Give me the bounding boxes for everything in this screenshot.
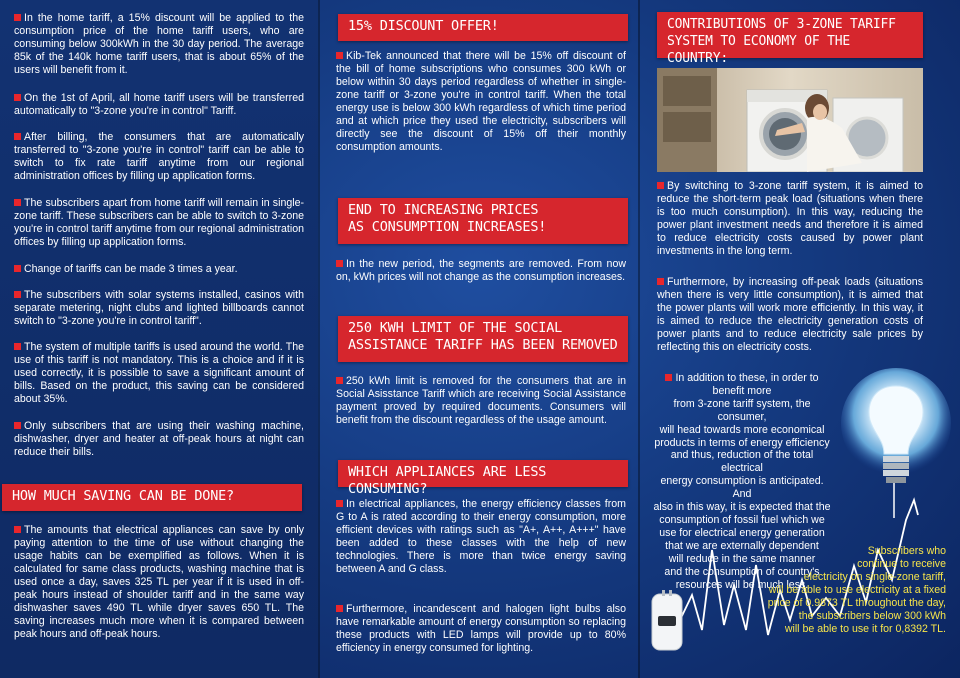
contributions-heading-line2: SYSTEM TO ECONOMY OF THE COUNTRY: xyxy=(667,34,851,66)
end-heading-line1: END TO INCREASING PRICES xyxy=(348,202,539,218)
appliances-heading: WHICH APPLIANCES ARE LESS CONSUMING? xyxy=(338,460,628,487)
bullet-icon xyxy=(336,500,343,507)
paragraph-off-peak: Furthermore, by increasing off-peak loads (situations when there is very little consumption), it is aimed that the power plants will work more efficiently. In this way, it is aimed to reduce the electricity generation costs of power plants and to reduce electricity sale prices by reflecting this on electricity costs. xyxy=(657,276,923,353)
bullet-icon xyxy=(14,94,21,101)
paragraph-switch-fixed: After billing, the consumers that are automatically transferred to "3-zone you're in control" tariff can be able to switch to fix rate tariff anytime from our regional administration offices by filling up application forms. xyxy=(14,131,304,182)
paragraph-social-limit: 250 kWh limit is removed for the consumers that are in Social Asisstance Tariff which are receiving Social Assistance payment proved by required documents. Consumers will benefit from the discount regardless of the usage amount. xyxy=(336,375,626,426)
discount-offer-heading: 15% DISCOUNT OFFER! xyxy=(338,14,628,41)
bullet-icon xyxy=(336,377,343,384)
paragraph-multiple-tariffs: The system of multiple tariffs is used around the world. The use of this tariff is not mandatory. This is a choice and if it is used correctly, it is possible to save a significant amount of bills. Based on the product, this saving can be considered about 35%. xyxy=(14,341,304,405)
end-increasing-heading xyxy=(338,198,628,244)
paragraph-single-zone: The subscribers apart from home tariff will remain in single-zone tariff. These subscribers can be able to switch to 3-zone you're in control tariff anytime from our regional administration offices by filling up application forms. xyxy=(14,197,304,248)
social-tariff-heading xyxy=(338,316,628,362)
bullet-icon xyxy=(657,182,664,189)
saving-heading: HOW MUCH SAVING CAN BE DONE? xyxy=(2,484,302,511)
laundry-photo xyxy=(657,68,923,172)
paragraph-exceptions: The subscribers with solar systems installed, casinos with separate metering, night clubs and lighted billboards cannot switch to "3-zone you're in control tariff". xyxy=(14,289,304,327)
bullet-icon xyxy=(14,422,21,429)
contributions-heading xyxy=(657,12,923,66)
paragraph-change-times: Change of tariffs can be made 3 times a year. xyxy=(14,263,304,276)
paragraph-led: Furthermore, incandescent and halogen light bulbs also have remarkable amount of energy consumption so replacing these products with LED lamps will provide up to 80% efficiency in energy consumed for lighting. xyxy=(336,603,626,654)
paragraph-saving: The amounts that electrical appliances can save by only paying attention to the time of use without changing the usage habits can be exemplified as follows. When it is calculated for same class products, washing machine that is used once a day, saves 325 TL per year if it is used in off-peak hours instead of shoulder tariff and in the same way dishwasher saves 490 TL while dryer saves 650 TL. The saving increases much more when it is compared between peak hours and off-peak hours. xyxy=(14,524,304,640)
paragraph-discount-intro: In the home tariff, a 15% discount will be applied to the consumption price of the home tariff users, who are consuming below 300kWh in the 30 day period. The average 85k of the 140k home tariff users, that is about 65% of the users will benefit from it. xyxy=(14,12,304,76)
bullet-icon xyxy=(14,14,21,21)
laundry-illustration xyxy=(657,68,923,172)
bullet-icon xyxy=(336,52,343,59)
paragraph-peak-load: By switching to 3-zone tariff system, it is aimed to reduce the short-term peak load (situations when there is too much consumption). In this way, reducing the power plant investment needs and therefore it is aimed to reduce electricity costs caused by power plant investments in the long term. xyxy=(657,180,923,257)
bullet-icon xyxy=(14,199,21,206)
contributions-heading-line1: CONTRIBUTIONS OF 3-ZONE TARIFF xyxy=(667,17,896,32)
fold-line-1 xyxy=(318,0,320,678)
paragraph-efficiency-classes: In electrical appliances, the energy efficiency classes from G to A is rated according to their energy consumption, more efficient devices with ratings such as "A+, A++, A+++" have been added to these classes with the help of new technologies. There is more than twice energy saving between A and G class. xyxy=(336,498,626,575)
limit-heading-line2: ASSISTANCE TARIFF HAS BEEN REMOVED xyxy=(348,337,618,353)
end-heading-line2: AS CONSUMPTION INCREASES! xyxy=(348,219,547,235)
paragraph-transfer: On the 1st of April, all home tariff users will be transferred automatically to "3-zone you're in control" Tariff. xyxy=(14,92,304,117)
plug-icon xyxy=(650,590,684,656)
paragraph-segments: In the new period, the segments are removed. From now on, kWh prices will not change as the consumption increases. xyxy=(336,258,626,283)
bullet-icon xyxy=(14,343,21,350)
paragraph-economical-products: In addition to these, in order to benefit more from 3-zone tariff system, the consumer, will head towards more economical products in terms of energy efficiency and thus, reduction of the total electrical energy consumption is anticipated. And also in this way, it is expected that the consumption of fossil fuel which we use for electrical energy generation that we are externally dependent will reduce in the same manner and the consumption of country's resources will be much less. xyxy=(653,372,831,591)
bullet-icon xyxy=(14,265,21,272)
bullet-icon xyxy=(336,260,343,267)
limit-heading-line1: 250 KWH LIMIT OF THE SOCIAL xyxy=(348,320,563,336)
bullet-icon xyxy=(14,133,21,140)
bullet-icon xyxy=(14,291,21,298)
single-zone-price-note: Subscribers who continue to receive electricity on single-zone tariff, will be able to use electricity at a fixed price of 0.9873 TL throughout the day, the subscribers below 300 kWh will be able to use it for 0,8392 TL. xyxy=(767,545,946,635)
bullet-icon xyxy=(657,278,664,285)
bullet-icon xyxy=(14,526,21,533)
paragraph-reduce-bills: Only subscribers that are using their washing machine, dishwasher, dryer and heater at off-peak hours at night can reduce their bills. xyxy=(14,420,304,458)
paragraph-discount-offer: Kib-Tek announced that there will be 15% off discount of the bill of home subscriptions who consumes 300 kWh or below within 30 days period regardless of whether in single-zone tariff or 3-zone you're in control tariff. When the total energy use is below 300 kWh regardless of which time period and at which price they used the electricity, subscribers will directly see the discount of 15% off their monthly consumption amounts. xyxy=(336,50,626,153)
bullet-icon xyxy=(336,605,343,612)
